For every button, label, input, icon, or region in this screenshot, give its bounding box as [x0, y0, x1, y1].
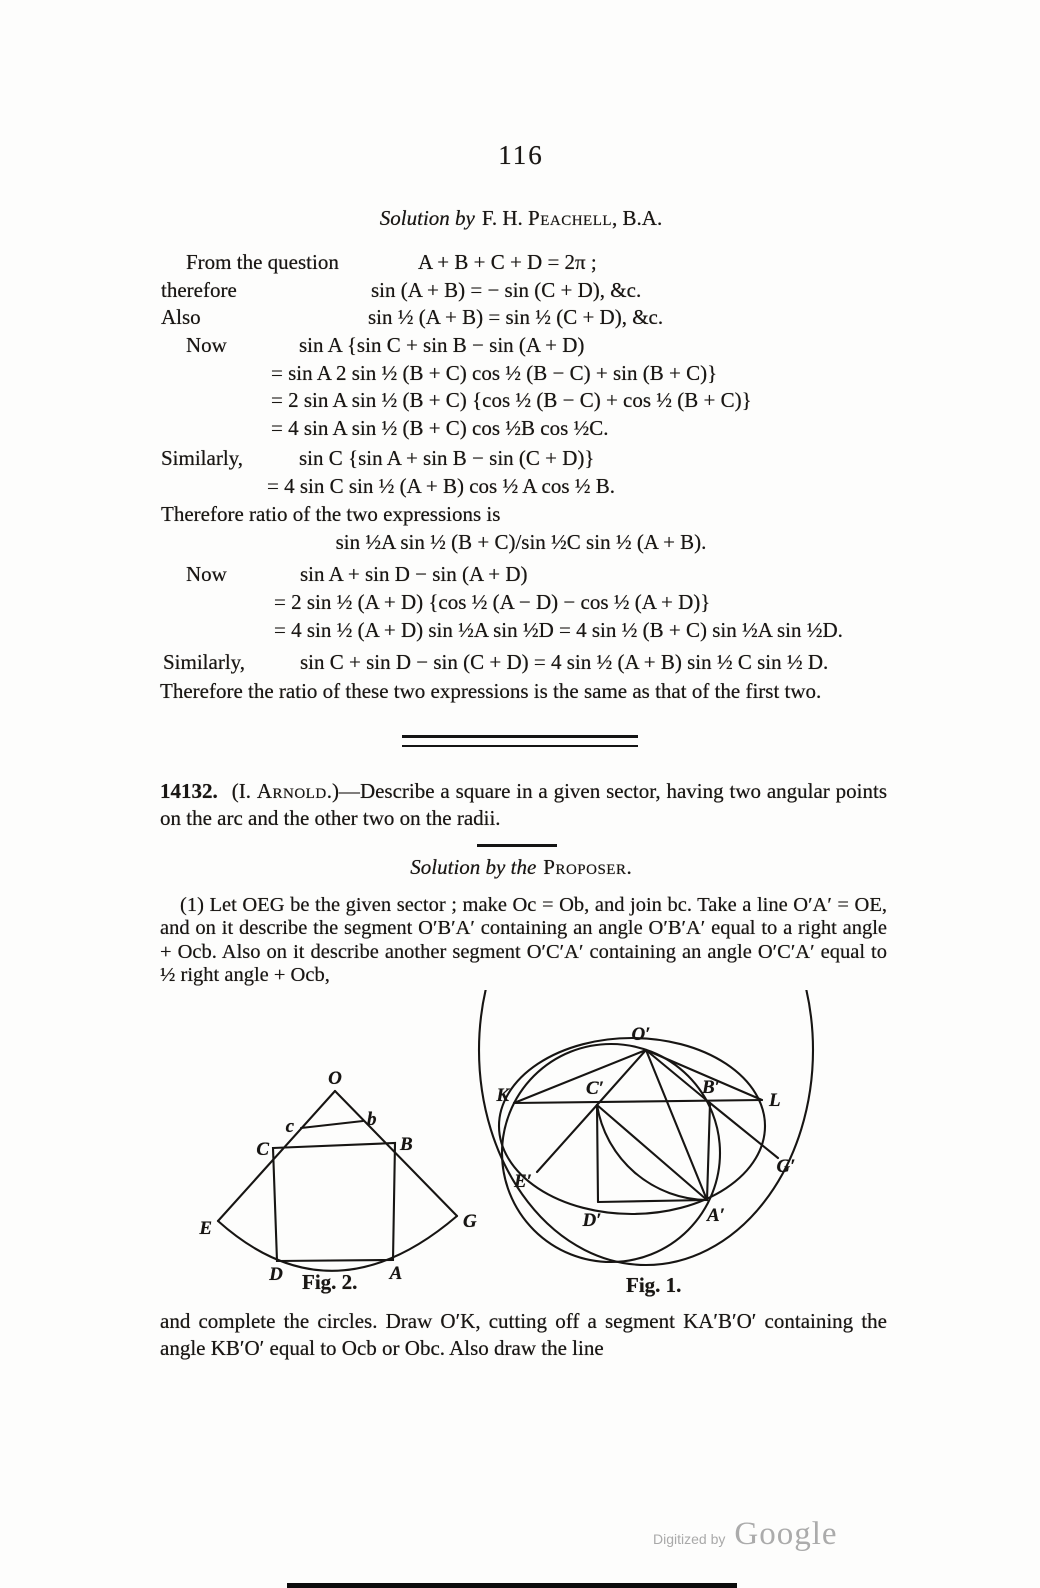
solution-continuation-paragraph: and complete the circles. Draw O′K, cutting off a segment KA′B′O′ containing the angle KB′O′ equal to Ocb or Obc. Also draw the line — [160, 1309, 887, 1360]
label-b: b — [367, 1109, 377, 1130]
label-L: L — [769, 1090, 781, 1111]
equation-line: Now sin A + sin D − sin (A + D) — [186, 562, 528, 586]
line-CD — [597, 1105, 598, 1202]
equation-line: Now sin A {sin C + sin B − sin (A + D) — [186, 333, 585, 357]
figure-1-circles-diagram — [465, 990, 875, 1302]
google-logo: Google — [734, 1516, 838, 1552]
label-E: E — [199, 1218, 212, 1239]
problem-divider-rule — [477, 844, 557, 847]
chord-cb — [301, 1121, 363, 1128]
figure-2-caption: Fig. 2. — [302, 1270, 358, 1294]
digitized-watermark — [653, 1516, 838, 1553]
label-G: G — [463, 1211, 477, 1232]
equation-line: = 4 sin A sin ½ (B + C) cos ½B cos ½C. — [271, 416, 609, 440]
equation-line: Similarly, sin C {sin A + sin B − sin (C + D)} — [161, 446, 595, 470]
equation-line: = sin A 2 sin ½ (B + C) cos ½ (B − C) + sin (B + C)} — [271, 361, 718, 385]
equation-line: = 2 sin ½ (A + D) {cos ½ (A − D) − cos ½ (A + D)} — [274, 590, 711, 614]
equation-line: From the question A + B + C + D = 2π ; — [186, 250, 597, 274]
digitized-by-text: Digitized by — [653, 1531, 726, 1547]
scan-edge-artifact-bar — [287, 1583, 737, 1588]
equation-line: = 4 sin C sin ½ (A + B) cos ½ A cos ½ B. — [267, 474, 616, 498]
label-K: K — [496, 1085, 509, 1106]
label-c: c — [285, 1116, 294, 1137]
line-KL — [514, 1100, 762, 1103]
problem-statement — [160, 778, 887, 831]
inscribed-square-CBAD — [273, 1143, 395, 1261]
equation-line: = 2 sin A sin ½ (B + C) {cos ½ (B − C) + cos ½ (B + C)} — [271, 388, 752, 412]
equation-line: Therefore ratio of the two expressions is — [161, 502, 501, 526]
label-D-prime: D′ — [582, 1210, 602, 1231]
label-C-prime: C′ — [585, 1078, 605, 1099]
equation-line: sin ½A sin ½ (B + C)/sin ½C sin ½ (A + B). — [335, 530, 707, 554]
solution-paragraph-1: (1) Let OEG be the given sector ; make Oc = Ob, and join bc. Take a line O′A′ = OE, and on it describe the segment O′B′A′ containing an angle O′B′A′ equal to a right angle + Ocb. Also on it describe another segment O′C′A′ containing an angle O′C′A′ equal to ½ right angle + Ocb, — [160, 894, 887, 987]
label-A-prime: A′ — [706, 1205, 726, 1226]
solution-heading-peachell — [160, 206, 882, 231]
author-initials: F. H. — [481, 206, 529, 230]
radius-OG — [335, 1091, 457, 1216]
line-OB — [646, 1050, 710, 1103]
equation-line: = 4 sin ½ (A + D) sin ½A sin ½D = 4 sin ½ (B + C) sin ½A sin ½D. — [274, 618, 843, 642]
line-BA — [707, 1103, 710, 1200]
proposer-name: Arnold — [256, 779, 327, 803]
label-C: C — [256, 1139, 269, 1160]
label-E-prime: E′ — [513, 1171, 533, 1192]
solution-closing-paragraph: Therefore the ratio of these two expressions is the same as that of the first two. — [160, 679, 822, 703]
equation-line: therefore sin (A + B) = − sin (C + D), &c. — [161, 278, 642, 302]
label-B-prime: B′ — [701, 1077, 721, 1098]
solution-by-text: Solution by — [379, 206, 475, 230]
line-CE — [537, 1105, 597, 1172]
label-B: B — [400, 1134, 413, 1155]
author-degree: , B.A. — [612, 206, 663, 230]
label-D: D — [269, 1264, 283, 1285]
page-number: 116 — [498, 140, 544, 170]
line-OC — [597, 1050, 646, 1105]
equation-line: Also sin ½ (A + B) = sin ½ (C + D), &c. — [161, 305, 664, 329]
proposer-attribution: (I. Arnold.)— — [231, 779, 360, 803]
radius-OE — [218, 1091, 335, 1221]
label-A: A — [389, 1263, 403, 1284]
figure-1-caption: Fig. 1. — [626, 1273, 682, 1297]
line-DA — [598, 1200, 707, 1202]
arc-EG — [218, 1216, 457, 1271]
label-O-prime: O′ — [631, 1024, 651, 1045]
equation-line: Similarly, sin C + sin D − sin (C + D) = 4 sin ½ (A + B) sin ½ C sin ½ D. — [163, 650, 829, 674]
solution-by-text: Solution by the — [410, 855, 537, 879]
figure-2-sector-diagram — [170, 1058, 490, 1293]
problem-number: 14132. — [160, 779, 218, 803]
label-G-prime: G′ — [776, 1156, 796, 1177]
author-surname: Peachell — [528, 206, 613, 230]
solution-heading-proposer: Solution by the Proposer. — [410, 855, 632, 879]
proposer-title: Proposer — [543, 855, 627, 879]
label-O: O — [328, 1068, 342, 1089]
problem-text: Describe a square in a given sector, having two angular points on the arc and the other two on the radii. — [160, 779, 887, 830]
section-divider-double-rule — [402, 735, 638, 747]
